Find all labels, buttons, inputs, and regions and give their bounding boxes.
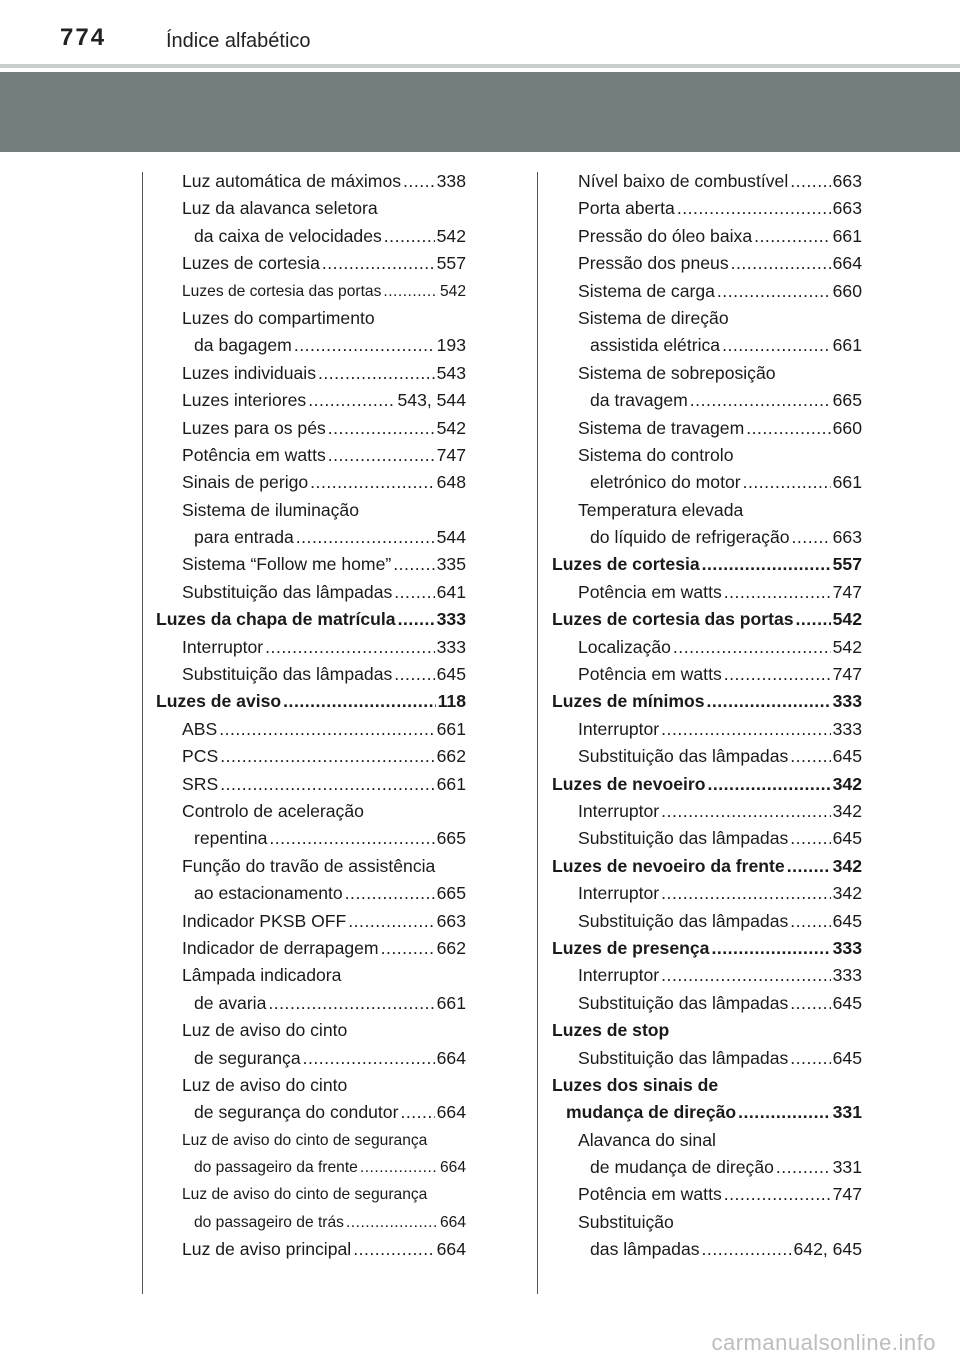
- leader-dots: [219, 716, 434, 743]
- page-reference: 645: [832, 910, 862, 931]
- index-entry: [552, 250, 862, 277]
- page-reference: 747: [832, 664, 862, 685]
- page-reference: 664: [436, 1102, 466, 1123]
- index-entry: [156, 332, 466, 359]
- index-entry: [156, 1154, 466, 1181]
- leader-dots: [346, 1209, 438, 1236]
- page-reference: 542: [832, 636, 862, 657]
- leader-dots: [746, 415, 830, 442]
- page-reference: 542: [439, 282, 466, 300]
- page-reference: 333: [832, 965, 862, 986]
- entry-term: Controlo de aceleração: [182, 800, 364, 821]
- entry-term: ABS: [182, 718, 218, 739]
- page-reference: 543: [436, 362, 466, 383]
- page-reference: 648: [436, 472, 466, 493]
- leader-dots: [308, 387, 395, 414]
- entry-term: Interruptor: [182, 636, 264, 657]
- entry-term: Potência em watts: [578, 664, 722, 685]
- entry-term: Sistema de iluminação: [182, 499, 360, 520]
- leader-dots: [738, 1099, 831, 1126]
- index-entry: [156, 415, 466, 442]
- entry-term: da caixa de velocidades: [194, 225, 382, 246]
- index-entry: [156, 551, 466, 578]
- page-reference: 747: [832, 581, 862, 602]
- index-entry: [552, 1236, 862, 1263]
- index-entry: [552, 1209, 862, 1236]
- index-entry: [552, 1181, 862, 1208]
- page-reference: 664: [439, 1159, 466, 1177]
- leader-dots: [383, 278, 438, 305]
- page-reference: 663: [832, 198, 862, 219]
- entry-term: Luz automática de máximos: [182, 171, 402, 191]
- index-heading-entry: [552, 606, 862, 633]
- leader-dots: [353, 1236, 434, 1263]
- page-reference: 333: [832, 718, 862, 739]
- leader-dots: [220, 743, 434, 770]
- index-entry: [156, 908, 466, 935]
- leader-dots: [707, 688, 831, 715]
- index-entry: [156, 1209, 466, 1236]
- index-heading-entry: [552, 551, 862, 578]
- entry-term: Pressão do óleo baixa: [578, 225, 753, 246]
- entry-term: de avaria: [194, 992, 267, 1013]
- leader-dots: [394, 579, 434, 606]
- index-entry: [156, 716, 466, 743]
- index-entry: [552, 497, 862, 524]
- page-reference: 118: [437, 691, 466, 712]
- watermark: carmanualsonline.info: [711, 1330, 936, 1355]
- index-heading-entry: [156, 606, 466, 633]
- entry-term: Luzes interiores: [182, 390, 307, 411]
- entry-term: Potência em watts: [182, 444, 326, 465]
- page-reference: 664: [832, 253, 862, 274]
- index-entry: [156, 743, 466, 770]
- entry-term: Luzes da chapa de matrícula: [156, 609, 396, 630]
- entry-term: Função do travão de assistência: [182, 855, 436, 876]
- leader-dots: [328, 442, 435, 469]
- index-entry: [156, 634, 466, 661]
- leader-dots: [318, 360, 435, 387]
- page-reference: 661: [832, 472, 862, 493]
- index-heading-entry: [552, 1017, 862, 1044]
- index-entry: [552, 1045, 862, 1072]
- index-heading-entry: [156, 688, 466, 715]
- entry-term: Luzes para os pés: [182, 417, 326, 438]
- index-entry: [552, 278, 862, 305]
- index-entry: [552, 962, 862, 989]
- index-heading-entry: [552, 853, 862, 880]
- index-entry: [552, 360, 862, 387]
- entry-term: Interruptor: [578, 800, 660, 821]
- page-reference: 543, 544: [397, 390, 466, 411]
- leader-dots: [724, 1181, 831, 1208]
- entry-term: da bagagem: [194, 335, 292, 356]
- leader-dots: [677, 195, 831, 222]
- leader-dots: [400, 1099, 434, 1126]
- entry-term: repentina: [194, 828, 268, 849]
- leader-dots: [398, 606, 435, 633]
- entry-term: Luzes de aviso: [156, 691, 282, 712]
- page-reference: 661: [436, 992, 466, 1013]
- index-entry: [552, 743, 862, 770]
- index-entry: [156, 250, 466, 277]
- leader-dots: [384, 223, 435, 250]
- entry-term: Substituição das lâmpadas: [578, 992, 789, 1013]
- index-entry: [552, 990, 862, 1017]
- index-entry: [156, 962, 466, 989]
- index-entry: [156, 469, 466, 496]
- page-reference: 335: [436, 554, 466, 575]
- leader-dots: [743, 469, 831, 496]
- index-entry: [156, 771, 466, 798]
- entry-term: de segurança: [194, 1047, 301, 1068]
- leader-dots: [393, 551, 434, 578]
- index-entry: [552, 716, 862, 743]
- leader-dots: [220, 771, 434, 798]
- entry-term: de segurança do condutor: [194, 1102, 399, 1123]
- index-column-left: [156, 168, 466, 1264]
- entry-term: Sistema de sobreposição: [578, 362, 776, 383]
- index-entry: [552, 661, 862, 688]
- index-entry: [552, 387, 862, 414]
- index-entry: [552, 1154, 862, 1181]
- index-entry: [156, 1045, 466, 1072]
- entry-term: Potência em watts: [578, 1184, 722, 1205]
- index-heading-entry: [552, 688, 862, 715]
- index-entry: [156, 223, 466, 250]
- entry-term: Substituição das lâmpadas: [578, 910, 789, 931]
- leader-dots: [790, 990, 830, 1017]
- page-reference: 342: [832, 800, 862, 821]
- entry-term: Sistema de carga: [578, 280, 715, 301]
- leader-dots: [296, 524, 435, 551]
- entry-term: Sistema de direção: [578, 307, 729, 328]
- index-entry: [156, 1236, 466, 1263]
- page-reference: 661: [832, 225, 862, 246]
- leader-dots: [796, 606, 831, 633]
- entry-term: das lâmpadas: [590, 1239, 700, 1260]
- entry-term: Luzes de nevoeiro: [552, 773, 706, 794]
- entry-term: Luzes de cortesia: [182, 253, 320, 274]
- leader-dots: [792, 524, 831, 551]
- entry-term: Localização: [578, 636, 671, 657]
- leader-dots: [790, 168, 830, 195]
- page-reference: 193: [436, 335, 466, 356]
- entry-term: Sistema do controlo: [578, 444, 734, 465]
- index-entry: [156, 360, 466, 387]
- page-reference: 645: [832, 746, 862, 767]
- entry-term: de mudança de direção: [590, 1157, 774, 1178]
- leader-dots: [776, 1154, 831, 1181]
- index-entry: [552, 825, 862, 852]
- entry-term: Potência em watts: [578, 581, 722, 602]
- entry-term: ao estacionamento: [194, 883, 343, 904]
- leader-dots: [303, 1045, 435, 1072]
- page-reference: 747: [832, 1184, 862, 1205]
- leader-dots: [268, 990, 434, 1017]
- leader-dots: [381, 935, 435, 962]
- leader-dots: [661, 880, 830, 907]
- entry-term: Porta aberta: [578, 198, 675, 219]
- page-header: [0, 0, 960, 70]
- entry-term: Luzes de mínimos: [552, 691, 705, 712]
- leader-dots: [283, 688, 435, 715]
- leader-dots: [322, 250, 435, 277]
- entry-term: Luzes de cortesia: [552, 554, 700, 575]
- page-reference: 663: [436, 910, 466, 931]
- page-reference: 663: [832, 527, 862, 548]
- entry-term: Substituição das lâmpadas: [578, 1047, 789, 1068]
- index-entry: [156, 798, 466, 825]
- page-reference: 661: [436, 718, 466, 739]
- page-reference: 333: [832, 691, 862, 712]
- leader-dots: [717, 278, 831, 305]
- column-divider-middle: [537, 172, 538, 1294]
- page-reference: 331: [832, 1157, 862, 1178]
- leader-dots: [708, 771, 831, 798]
- entry-term: Luzes de cortesia das portas: [182, 282, 382, 300]
- page-reference: 662: [436, 746, 466, 767]
- leader-dots: [673, 634, 831, 661]
- entry-term: Substituição: [578, 1211, 674, 1232]
- page-reference: 342: [832, 883, 862, 904]
- entry-term: Indicador PKSB OFF: [182, 910, 347, 931]
- leader-dots: [722, 332, 831, 359]
- index-entry: [156, 825, 466, 852]
- index-entry: [156, 524, 466, 551]
- entry-term: assistida elétrica: [590, 335, 721, 356]
- page-reference: 642, 645: [793, 1239, 862, 1260]
- entry-term: Sistema “Follow me home”: [182, 554, 392, 575]
- header-rule: [0, 64, 960, 68]
- leader-dots: [790, 825, 830, 852]
- entry-term: do passageiro da frente: [194, 1159, 358, 1177]
- page-reference: 333: [436, 609, 466, 630]
- index-entry: [156, 278, 466, 305]
- page-reference: 665: [436, 828, 466, 849]
- entry-term: Interruptor: [578, 883, 660, 904]
- page-reference: 747: [436, 444, 466, 465]
- page-reference: 542: [436, 417, 466, 438]
- leader-dots: [724, 579, 831, 606]
- page-reference: 557: [832, 554, 862, 575]
- leader-dots: [731, 250, 831, 277]
- index-entry: [552, 634, 862, 661]
- leader-dots: [661, 798, 830, 825]
- leader-dots: [348, 908, 434, 935]
- index-heading-entry: [552, 1099, 862, 1126]
- page-reference: 333: [832, 937, 862, 958]
- page-reference: 544: [436, 527, 466, 548]
- leader-dots: [661, 716, 830, 743]
- index-entry: [156, 195, 466, 222]
- page-reference: 663: [832, 171, 862, 191]
- page-reference: 661: [436, 773, 466, 794]
- entry-term: Interruptor: [578, 718, 660, 739]
- entry-term: eletrónico do motor: [590, 472, 741, 493]
- entry-term: Luz de aviso do cinto: [182, 1020, 348, 1041]
- leader-dots: [787, 853, 831, 880]
- leader-dots: [394, 661, 434, 688]
- index-heading-entry: [552, 771, 862, 798]
- page-reference: 661: [832, 335, 862, 356]
- index-heading-entry: [552, 935, 862, 962]
- entry-term: Luz da alavanca seletora: [182, 198, 378, 219]
- entry-term: Lâmpada indicadora: [182, 965, 342, 986]
- index-heading-entry: [552, 1072, 862, 1099]
- leader-dots: [661, 962, 830, 989]
- section-title: Índice alfabético: [166, 30, 311, 52]
- entry-term: Interruptor: [578, 965, 660, 986]
- entry-term: Sinais de perigo: [182, 472, 309, 493]
- page-number: 774: [60, 24, 107, 51]
- entry-term: Substituição das lâmpadas: [182, 581, 393, 602]
- entry-term: Indicador de derrapagem: [182, 937, 379, 958]
- index-entry: [552, 880, 862, 907]
- entry-term: Luz de aviso do cinto: [182, 1074, 348, 1095]
- index-entry: [552, 579, 862, 606]
- entry-term: Sistema de travagem: [578, 417, 745, 438]
- leader-dots: [790, 743, 830, 770]
- entry-term: Alavanca do sinal: [578, 1129, 716, 1150]
- page-reference: 542: [832, 609, 862, 630]
- entry-term: Luz de aviso do cinto de segurança: [182, 1186, 428, 1204]
- page-reference: 662: [436, 937, 466, 958]
- page-reference: 660: [832, 280, 862, 301]
- index-entry: [552, 798, 862, 825]
- index-entry: [552, 332, 862, 359]
- leader-dots: [294, 332, 435, 359]
- entry-term: mudança de direção: [566, 1102, 737, 1123]
- entry-term: Luz de aviso principal: [182, 1239, 352, 1260]
- page-reference: 660: [832, 417, 862, 438]
- index-entry: [156, 853, 466, 880]
- entry-term: do passageiro de trás: [194, 1213, 344, 1231]
- page-reference: 542: [436, 225, 466, 246]
- entry-term: Substituição das lâmpadas: [182, 664, 393, 685]
- entry-term: Substituição das lâmpadas: [578, 828, 789, 849]
- index-entry: [552, 305, 862, 332]
- leader-dots: [328, 415, 435, 442]
- leader-dots: [702, 551, 831, 578]
- entry-term: da travagem: [590, 390, 688, 411]
- entry-term: Luzes dos sinais de: [552, 1074, 719, 1095]
- entry-term: PCS: [182, 746, 219, 767]
- index-entry: [156, 497, 466, 524]
- index-entry: [156, 661, 466, 688]
- index-entry: [156, 1127, 466, 1154]
- entry-term: Substituição das lâmpadas: [578, 746, 789, 767]
- index-entry: [156, 1072, 466, 1099]
- entry-term: Luzes individuais: [182, 362, 316, 383]
- page-reference: 342: [832, 773, 862, 794]
- index-entry: [156, 880, 466, 907]
- column-divider-left: [142, 172, 143, 1294]
- entry-term: Luzes do compartimento: [182, 307, 375, 328]
- index-entry: [552, 223, 862, 250]
- index-entry: [552, 469, 862, 496]
- leader-dots: [790, 1045, 830, 1072]
- page-reference: 664: [439, 1213, 466, 1231]
- index-entry: [552, 168, 862, 195]
- page-reference: 338: [436, 171, 466, 191]
- page-reference: 665: [832, 390, 862, 411]
- entry-term: SRS: [182, 773, 219, 794]
- entry-term: Luzes de cortesia das portas: [552, 609, 794, 630]
- page-reference: 333: [436, 636, 466, 657]
- index-entry: [156, 1099, 466, 1126]
- entry-term: Luz de aviso do cinto de segurança: [182, 1131, 428, 1149]
- page-reference: 645: [832, 828, 862, 849]
- page-reference: 664: [436, 1239, 466, 1260]
- index-entry: [552, 908, 862, 935]
- entry-term: Luzes de stop: [552, 1020, 670, 1041]
- index-entry: [156, 990, 466, 1017]
- leader-dots: [724, 661, 831, 688]
- index-column-right: [552, 168, 862, 1264]
- leader-dots: [790, 908, 830, 935]
- index-entry: [552, 1127, 862, 1154]
- leader-dots: [690, 387, 831, 414]
- leader-dots: [403, 168, 435, 195]
- index-entry: [156, 579, 466, 606]
- index-entry: [552, 195, 862, 222]
- page-reference: 645: [832, 1047, 862, 1068]
- index-entry: [156, 1181, 466, 1208]
- leader-dots: [269, 825, 434, 852]
- index-entry: [552, 415, 862, 442]
- index-entry: [156, 935, 466, 962]
- page-reference: 664: [436, 1047, 466, 1068]
- header-band: [0, 72, 960, 152]
- index-entry: [156, 1017, 466, 1044]
- index-entry: [156, 442, 466, 469]
- entry-term: Temperatura elevada: [578, 499, 744, 520]
- entry-term: para entrada: [194, 527, 294, 548]
- page-reference: 342: [832, 855, 862, 876]
- leader-dots: [702, 1236, 792, 1263]
- entry-term: Pressão dos pneus: [578, 253, 729, 274]
- page-reference: 645: [436, 664, 466, 685]
- leader-dots: [711, 935, 830, 962]
- index-entry: [156, 305, 466, 332]
- index-entry: [156, 387, 466, 414]
- entry-term: Luzes de nevoeiro da frente: [552, 855, 785, 876]
- leader-dots: [345, 880, 435, 907]
- entry-term: Luzes de presença: [552, 937, 710, 958]
- index-entry: [552, 442, 862, 469]
- leader-dots: [265, 634, 434, 661]
- page-reference: 557: [436, 253, 466, 274]
- leader-dots: [754, 223, 831, 250]
- entry-term: do líquido de refrigeração: [590, 527, 790, 548]
- entry-term: Nível baixo de combustível: [578, 171, 789, 191]
- index-entry: [156, 168, 466, 195]
- page-reference: 641: [436, 581, 466, 602]
- page-reference: 331: [832, 1102, 862, 1123]
- page-reference: 645: [832, 992, 862, 1013]
- leader-dots: [310, 469, 434, 496]
- page-reference: 665: [436, 883, 466, 904]
- index-entry: [552, 524, 862, 551]
- leader-dots: [360, 1154, 438, 1181]
